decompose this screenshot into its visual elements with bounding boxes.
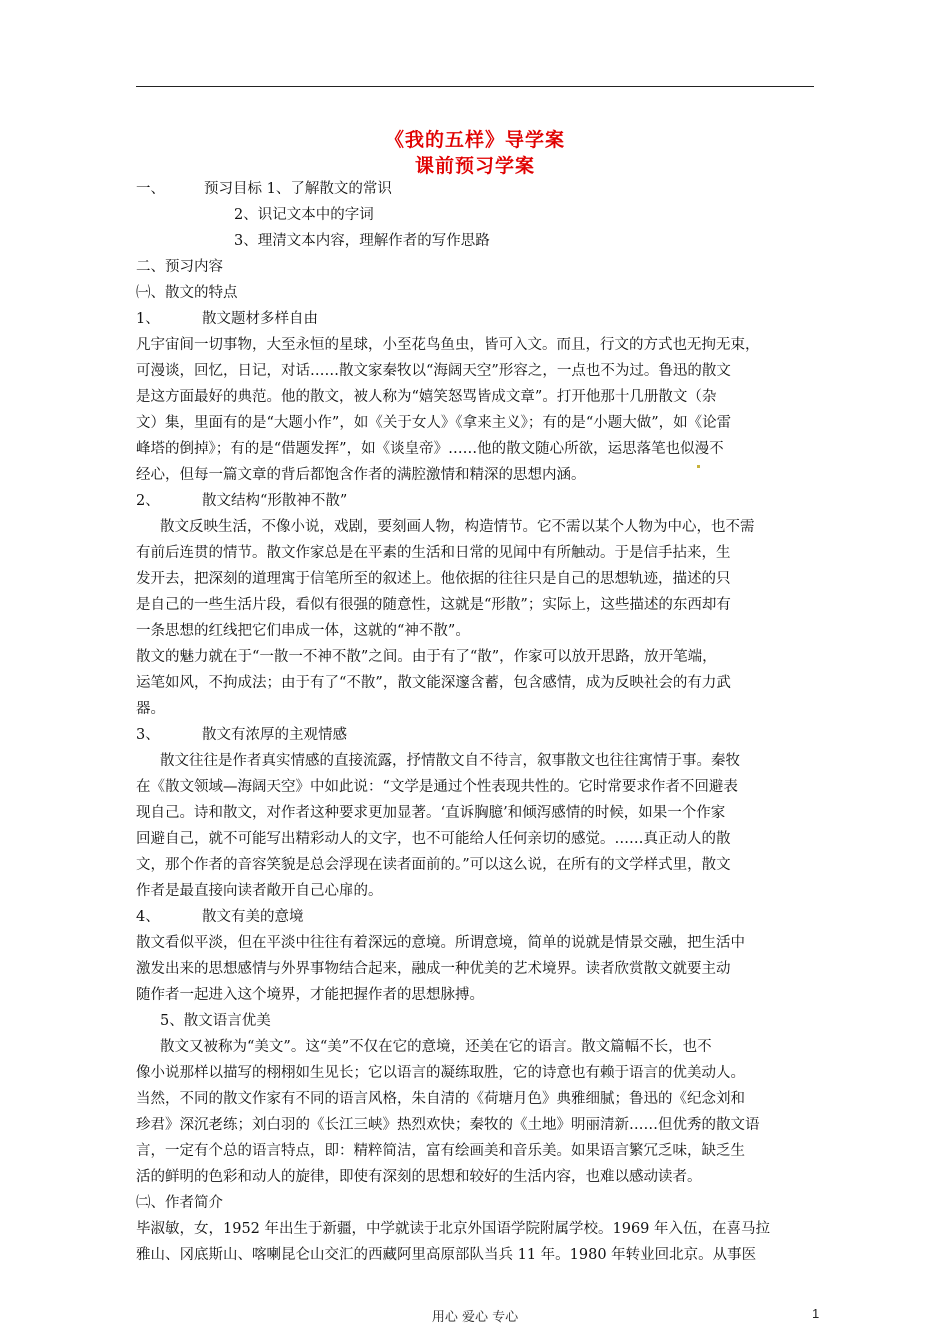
point-heading: 4、 散文有美的意境 [136, 909, 304, 925]
paragraph-line: 毕淑敏，女，1952 年出生于新疆，中学就读于北京外国语学院附属学校。1969 年入伍，在喜马拉 [136, 1221, 771, 1237]
objective-line-2: 2、识记文本中的字词 [234, 207, 374, 223]
paragraph-line: 凡宇宙间一切事物，大至永恒的星球，小至花鸟鱼虫，皆可入文。而且，行文的方式也无拘无束， [136, 337, 760, 353]
paragraph-line: 言，一定有个总的语言特点，即：精粹简洁，富有绘画美和音乐美。如果语言繁冗乏味，缺乏生 [136, 1143, 745, 1159]
paragraph-line: 散文往往是作者真实情感的直接流露，抒情散文自不待言，叙事散文也往往寓情于事。秦牧 [160, 753, 740, 769]
paragraph-line: 是自己的一些生活片段，看似有很强的随意性，这就是“形散”；实际上，这些描述的东西却有 [136, 597, 731, 613]
paragraph-line: 文，那个作者的音容笑貌是总会浮现在读者面前的。”可以这么说，在所有的文学样式里，散文 [136, 857, 731, 873]
paragraph-line: 当然，不同的散文作家有不同的语言风格，朱自清的《荷塘月色》典雅细腻；鲁迅的《纪念刘和 [136, 1091, 745, 1107]
paragraph-line: 有前后连贯的情节。散文作家总是在平素的生活和日常的见闻中有所触动。于是信手拈来，生 [136, 545, 731, 561]
subsection-heading: ㈡、作者简介 [136, 1195, 223, 1211]
paragraph-line: 雅山、冈底斯山、喀喇昆仑山交汇的西藏阿里高原部队当兵 11 年。1980 年转业回北京。从事医 [136, 1247, 757, 1263]
objective-line-1: 一、 预习目标 1、了解散文的常识 [136, 176, 820, 202]
header-rule [136, 86, 814, 87]
paragraph-line: 散文又被称为“美文”。这“美”不仅在它的意境，还美在它的语言。散文篇幅不长，也不 [160, 1039, 712, 1055]
paragraph-line: 像小说那样以描写的栩栩如生见长；它以语言的凝练取胜，它的诗意也有赖于语言的优美动人。 [136, 1065, 745, 1081]
paragraph-line: 是这方面最好的典范。他的散文，被人称为“嬉笑怒骂皆成文章”。打开他那十几册散文（杂 [136, 389, 717, 405]
paragraph-line: 运笔如风，不拘成法；由于有了“不散”，散文能深邃含蓄，包含感情，成为反映社会的有力武 [136, 675, 731, 691]
paragraph-line: 文）集，里面有的是“大题小作”，如《关于女人》《拿来主义》；有的是“小题大做”，如《论雷 [136, 415, 732, 431]
doc-subtitle: 课前预习学案 [414, 155, 535, 177]
doc-title: 《我的五样》导学案 [384, 129, 565, 151]
paragraph-line: 珍君》深沉老练；刘白羽的《长江三峡》热烈欢快；秦牧的《土地》明丽清新……但优秀的散文语 [136, 1117, 760, 1133]
point-heading: 3、 散文有浓厚的主观情感 [136, 727, 347, 743]
paragraph-line: 器。 [136, 701, 165, 717]
footer-motto: 用心 爱心 专心 [431, 1310, 519, 1325]
paragraph-line: 发开去，把深刻的道理寓于信笔所至的叙述上。他依据的往往只是自己的思想轨迹，描述的只 [136, 571, 731, 587]
paragraph-line: 散文的魅力就在于“一散一不神不散”之间。由于有了“散”，作家可以放开思路，放开笔端， [136, 649, 717, 665]
paragraph-line: 随作者一起进入这个境界，才能把握作者的思想脉搏。 [136, 987, 484, 1003]
objective-line-3: 3、理清文本内容，理解作者的写作思路 [234, 233, 490, 249]
page-number: 1 [812, 1306, 820, 1321]
paragraph-line: 作者是最直接向读者敞开自己心扉的。 [136, 883, 383, 899]
subsection-heading: ㈠、散文的特点 [136, 285, 238, 301]
paragraph-line: 在《散文领域—海阔天空》中如此说：“文学是通过个性表现共性的。它时常要求作者不回避表 [136, 779, 738, 795]
paragraph-line: 活的鲜明的色彩和动人的旋律，即使有深刻的思想和较好的生活内容，也难以感动读者。 [136, 1169, 702, 1185]
paragraph-line: 散文反映生活，不像小说，戏剧，要刻画人物，构造情节。它不需以某个人物为中心，也不需 [160, 519, 755, 535]
section-heading: 二、预习内容 [136, 259, 223, 275]
paragraph-line: 峰塔的倒掉》；有的是“借题发挥”，如《谈皇帝》……他的散文随心所欲，运思落笔也似漫不 [136, 441, 724, 457]
point-heading: 5、散文语言优美 [160, 1013, 271, 1029]
paragraph-line: 散文看似平淡，但在平淡中往往有着深远的意境。所谓意境，简单的说就是情景交融，把生活中 [136, 935, 745, 951]
paragraph-line: 可漫谈，回忆，日记，对话……散文家秦牧以“海阔天空”形容之，一点也不为过。鲁迅的散文 [136, 363, 731, 379]
point-heading: 1、 散文题材多样自由 [136, 311, 318, 327]
stray-mark [697, 465, 700, 468]
section-label: 一、 [136, 181, 165, 197]
document-body [136, 176, 820, 1268]
paragraph-line: 一条思想的红线把它们串成一体，这就的“神不散”。 [136, 623, 470, 639]
paragraph-line: 现自己。诗和散文，对作者这种要求更加显著。‘直诉胸臆’和倾泻感情的时候，如果一个作家 [136, 805, 726, 821]
paragraph-line: 回避自己，就不可能写出精彩动人的文字，也不可能给人任何亲切的感觉。……真正动人的散 [136, 831, 731, 847]
point-heading: 2、 散文结构“形散神不散” [136, 493, 348, 509]
paragraph-line: 经心，但每一篇文章的背后都饱含作者的满腔激情和精深的思想内涵。 [136, 467, 586, 483]
paragraph-line: 激发出来的思想感情与外界事物结合起来，融成一种优美的艺术境界。读者欣赏散文就要主动 [136, 961, 731, 977]
